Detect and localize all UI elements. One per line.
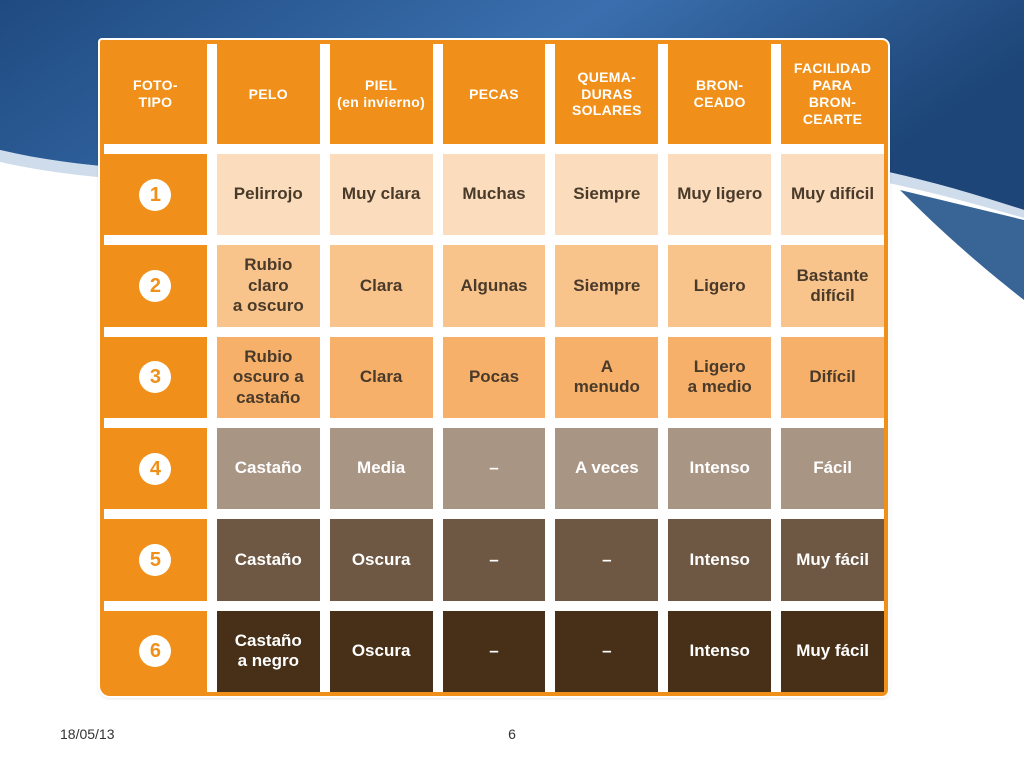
fototipo-number-cell (104, 235, 207, 326)
fototipo-number-badge: 4 (139, 453, 171, 485)
cell-bronceado: Ligero (668, 235, 771, 326)
fototipo-number-badge: 2 (139, 270, 171, 302)
header-facilidad: FACILIDAD PARA BRON- CEARTE (781, 44, 884, 144)
cell-piel: Clara (330, 235, 433, 326)
cell-bronceado: Ligero a medio (668, 327, 771, 418)
cell-quemaduras: – (555, 509, 658, 600)
header-piel: PIEL (en invierno) (330, 44, 433, 144)
cell-pecas: Muchas (443, 144, 546, 235)
cell-piel: Muy clara (330, 144, 433, 235)
fototipo-number-cell (104, 509, 207, 600)
fototipo-number-badge: 1 (139, 179, 171, 211)
slide-date: 18/05/13 (60, 726, 115, 742)
cell-pecas: – (443, 601, 546, 692)
cell-pelo: Rubio claro a oscuro (217, 235, 320, 326)
cell-piel: Clara (330, 327, 433, 418)
cell-quemaduras: Siempre (555, 144, 658, 235)
header-pecas: PECAS (443, 44, 546, 144)
fototipo-number-cell (104, 327, 207, 418)
cell-bronceado: Intenso (668, 601, 771, 692)
fototipo-number-badge: 3 (139, 361, 171, 393)
cell-piel: Oscura (330, 509, 433, 600)
header-fototipo: FOTO- TIPO (104, 44, 207, 144)
header-bronceado: BRON- CEADO (668, 44, 771, 144)
cell-piel: Media (330, 418, 433, 509)
cell-pecas: Pocas (443, 327, 546, 418)
cell-pelo: Castaño a negro (217, 601, 320, 692)
fototipo-number-badge: 5 (139, 544, 171, 576)
cell-pecas: Algunas (443, 235, 546, 326)
fototipo-number-cell (104, 601, 207, 692)
cell-piel: Oscura (330, 601, 433, 692)
cell-pecas: – (443, 509, 546, 600)
cell-facilidad: Fácil (781, 418, 884, 509)
cell-pelo: Castaño (217, 418, 320, 509)
fototipo-grid (104, 44, 884, 692)
cell-facilidad: Muy difícil (781, 144, 884, 235)
cell-pelo: Pelirrojo (217, 144, 320, 235)
cell-quemaduras: – (555, 601, 658, 692)
cell-pelo: Rubio oscuro a castaño (217, 327, 320, 418)
cell-facilidad: Difícil (781, 327, 884, 418)
slide-page-number: 6 (508, 726, 516, 742)
cell-facilidad: Muy fácil (781, 601, 884, 692)
cell-facilidad: Bastante difícil (781, 235, 884, 326)
cell-quemaduras: A menudo (555, 327, 658, 418)
cell-quemaduras: A veces (555, 418, 658, 509)
cell-bronceado: Intenso (668, 418, 771, 509)
cell-pecas: – (443, 418, 546, 509)
cell-facilidad: Muy fácil (781, 509, 884, 600)
fototipo-number-badge: 6 (139, 635, 171, 667)
header-pelo: PELO (217, 44, 320, 144)
cell-quemaduras: Siempre (555, 235, 658, 326)
fototipo-table (100, 40, 888, 696)
cell-bronceado: Intenso (668, 509, 771, 600)
fototipo-number-cell (104, 418, 207, 509)
header-quemaduras: QUEMA- DURAS SOLARES (555, 44, 658, 144)
fototipo-number-cell (104, 144, 207, 235)
cell-bronceado: Muy ligero (668, 144, 771, 235)
cell-pelo: Castaño (217, 509, 320, 600)
